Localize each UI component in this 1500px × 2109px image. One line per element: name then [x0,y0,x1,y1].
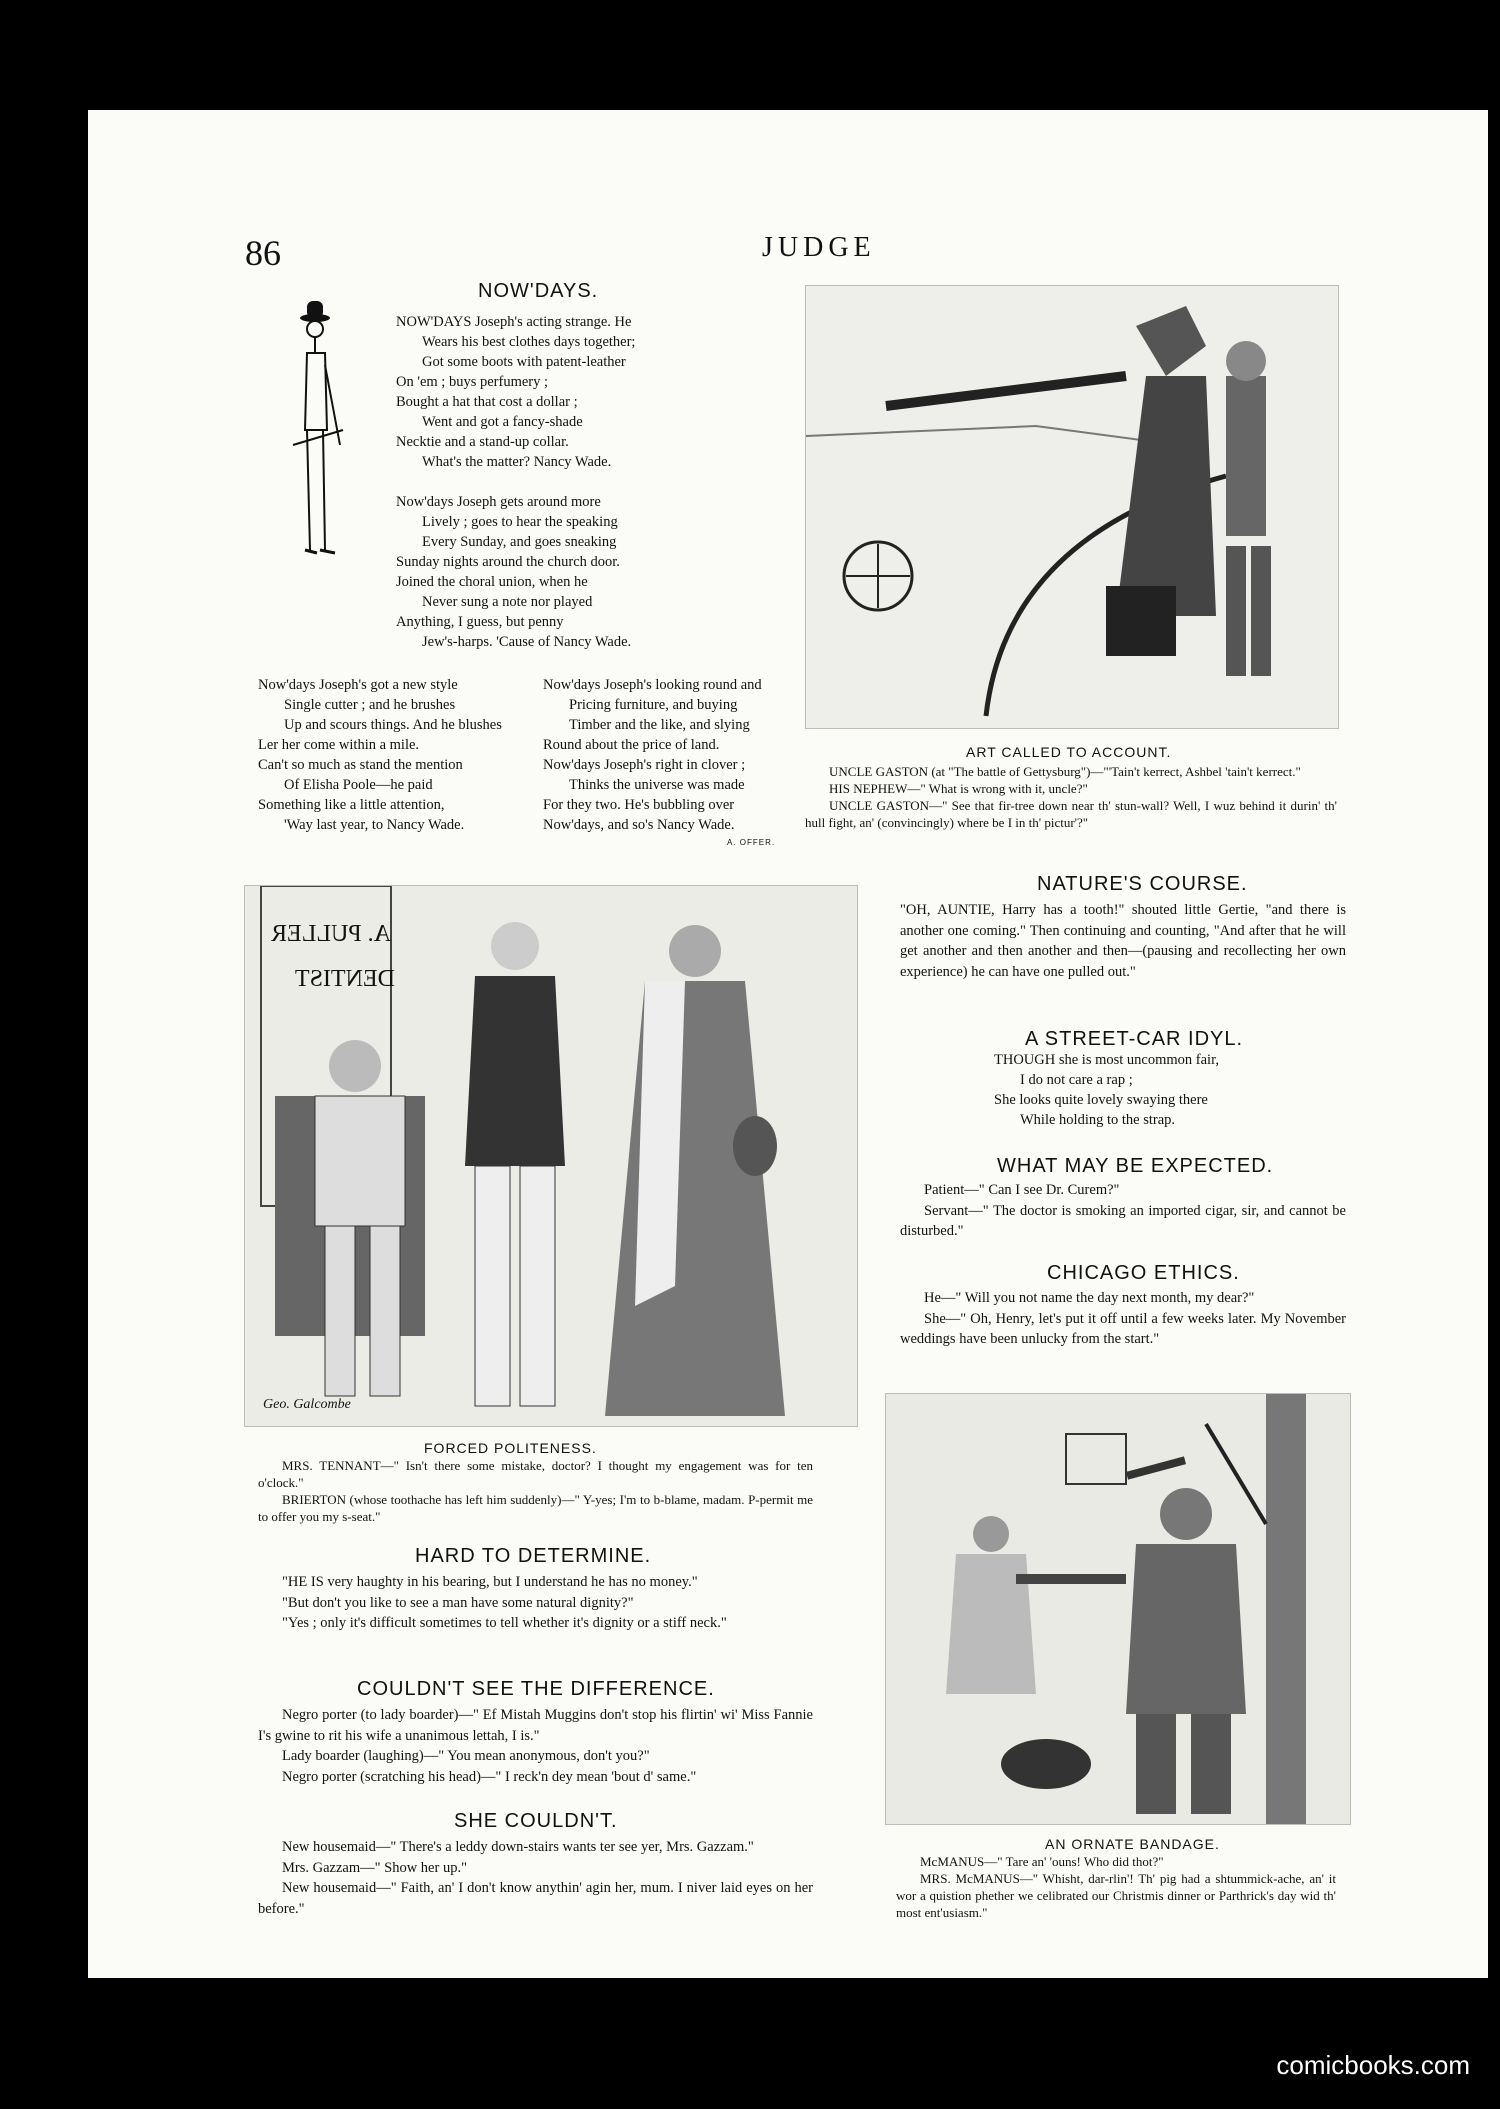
forced-politeness-title: FORCED POLITENESS. [424,1440,597,1456]
hard-to-determine-title: HARD TO DETERMINE. [415,1545,652,1567]
art-called-title: ART CALLED TO ACCOUNT. [966,744,1172,760]
page-number: 86 [245,233,281,273]
art-called-caption: UNCLE GASTON (at "The battle of Gettysburg")—"'Tain't kerrect, Ashbel 'tain't kerrect." HIS NEPHEW—" What is wrong with it, uncle?" UNCLE GASTON—" See that fir-tree down near th' stun-wall? Well, I wuz behind it durin' th' hull fight, an' (convincingly) where be I in th' pictur'?" [805,764,1337,830]
nowdays-stanza-1: NOW'DAYS Joseph's acting strange. He Wears his best clothes days together; Got some boots with patent-leather On 'em ; buys perfumery ; Bought a hat that cost a dollar ; Went and got a fancy-shade Necktie and a stand-up collar. What's the matter? Nancy Wade. [396,314,636,470]
she-couldnt-title: SHE COULDN'T. [454,1810,618,1832]
dentist-sign-title: DENTIST [295,966,395,992]
ornate-bandage-caption: McMANUS—" Tare an' 'ouns! Who did thot?" MRS. McMANUS—" Whisht, dar-rlin'! Th' pig had a shtummick-ache, an' it wor a quistion phether we celibrated our Christmis dinner or Parthrick's day wid th' most ent'usiasm." [896,1854,1336,1920]
art-called-illustration [805,285,1339,729]
nowdays-author: A. OFFER. [727,838,776,847]
watermark: comicbooks.com [1276,2050,1470,2080]
nowdays-stanza-4: Now'days Joseph's looking round and Pricing furniture, and buying Timber and the like, and slying Round about the price of land. Now'days Joseph's right in clover ; Thinks the universe was made For they two. He's bubbling over Now'days, and so's Nancy Wade. [543,677,762,833]
ornate-bandage-title: AN ORNATE BANDAGE. [1045,1836,1220,1852]
difference-text: Negro porter (to lady boarder)—" Ef Mistah Muggins don't stop his flirtin' wi' Miss Fannie I's gwine to rit his wife a unanimous lettah, I is." Lady boarder (laughing)—" You mean anonymous, don't you?" Negro porter (scratching his head)—" I reck'n dey mean 'bout d' same." [258,1707,813,1785]
forced-politeness-illustration [244,885,858,1427]
natures-course-text: "OH, AUNTIE, Harry has a tooth!" shouted little Gertie, "and there is another one coming." Then continuing and counting, "And after that he will get another and then another and then—(pausing and recollecting her own experience) he can have one pulled out." [900,902,1346,980]
street-car-title: A STREET-CAR IDYL. [1025,1028,1244,1050]
chicago-ethics-title: CHICAGO ETHICS. [1047,1262,1240,1284]
nowdays-stanza-2: Now'days Joseph gets around more Lively ; goes to hear the speaking Every Sunday, and goes sneaking Sunday nights around the church door. Joined the choral union, when he Never sung a note nor played Anything, I guess, but penny Jew's-harps. 'Cause of Nancy Wade. [396,494,632,650]
what-may-text: Patient—" Can I see Dr. Curem?" Servant—" The doctor is smoking an imported cigar, sir, and cannot be disturbed." [900,1182,1346,1239]
artist-signature: Geo. Galcombe [263,1397,351,1412]
what-may-title: WHAT MAY BE EXPECTED. [997,1155,1274,1177]
chicago-ethics-text: He—" Will you not name the day next month, my dear?" She—" Oh, Henry, let's put it off until a few weeks later. My November weddings have been unlucky from the start." [900,1290,1346,1347]
nowdays-title: NOW'DAYS. [478,280,599,302]
nowdays-stanza-3: Now'days Joseph's got a new style Single cutter ; and he brushes Up and scours things. And he blushes Ler her come within a mile. Can't so much as stand the mention Of Elisha Poole—he paid Something like a little attention, 'Way last year, to Nancy Wade. [258,677,502,833]
natures-course-title: NATURE'S COURSE. [1037,873,1248,895]
forced-politeness-caption: MRS. TENNANT—" Isn't there some mistake, doctor? I thought my engagement was for ten o'clock." BRIERTON (whose toothache has left him suddenly)—" Y-yes; I'm to b-blame, madam. P-permit me to offer you my s-seat." [258,1458,813,1524]
ornate-bandage-illustration [885,1393,1351,1825]
difference-title: COULDN'T SEE THE DIFFERENCE. [357,1678,715,1700]
masthead: JUDGE [762,232,876,263]
dandy-figure-illustration [285,295,365,565]
she-couldnt-text: New housemaid—" There's a leddy down-stairs wants ter see yer, Mrs. Gazzam." Mrs. Gazzam—" Show her up." New housemaid—" Faith, an' I don't know anythin' agin her, mum. I niver laid eyes on her before." [258,1839,813,1917]
street-car-poem: THOUGH she is most uncommon fair, I do not care a rap ; She looks quite lovely swaying there While holding to the strap. [994,1052,1219,1128]
dentist-sign-name: A. PULLER [271,921,391,947]
hard-to-determine-text: "HE IS very haughty in his bearing, but I understand he has no money." "But don't you like to see a man have some natural dignity?" "Yes ; only it's difficult sometimes to tell whether it's dignity or a stiff neck." [282,1574,727,1631]
